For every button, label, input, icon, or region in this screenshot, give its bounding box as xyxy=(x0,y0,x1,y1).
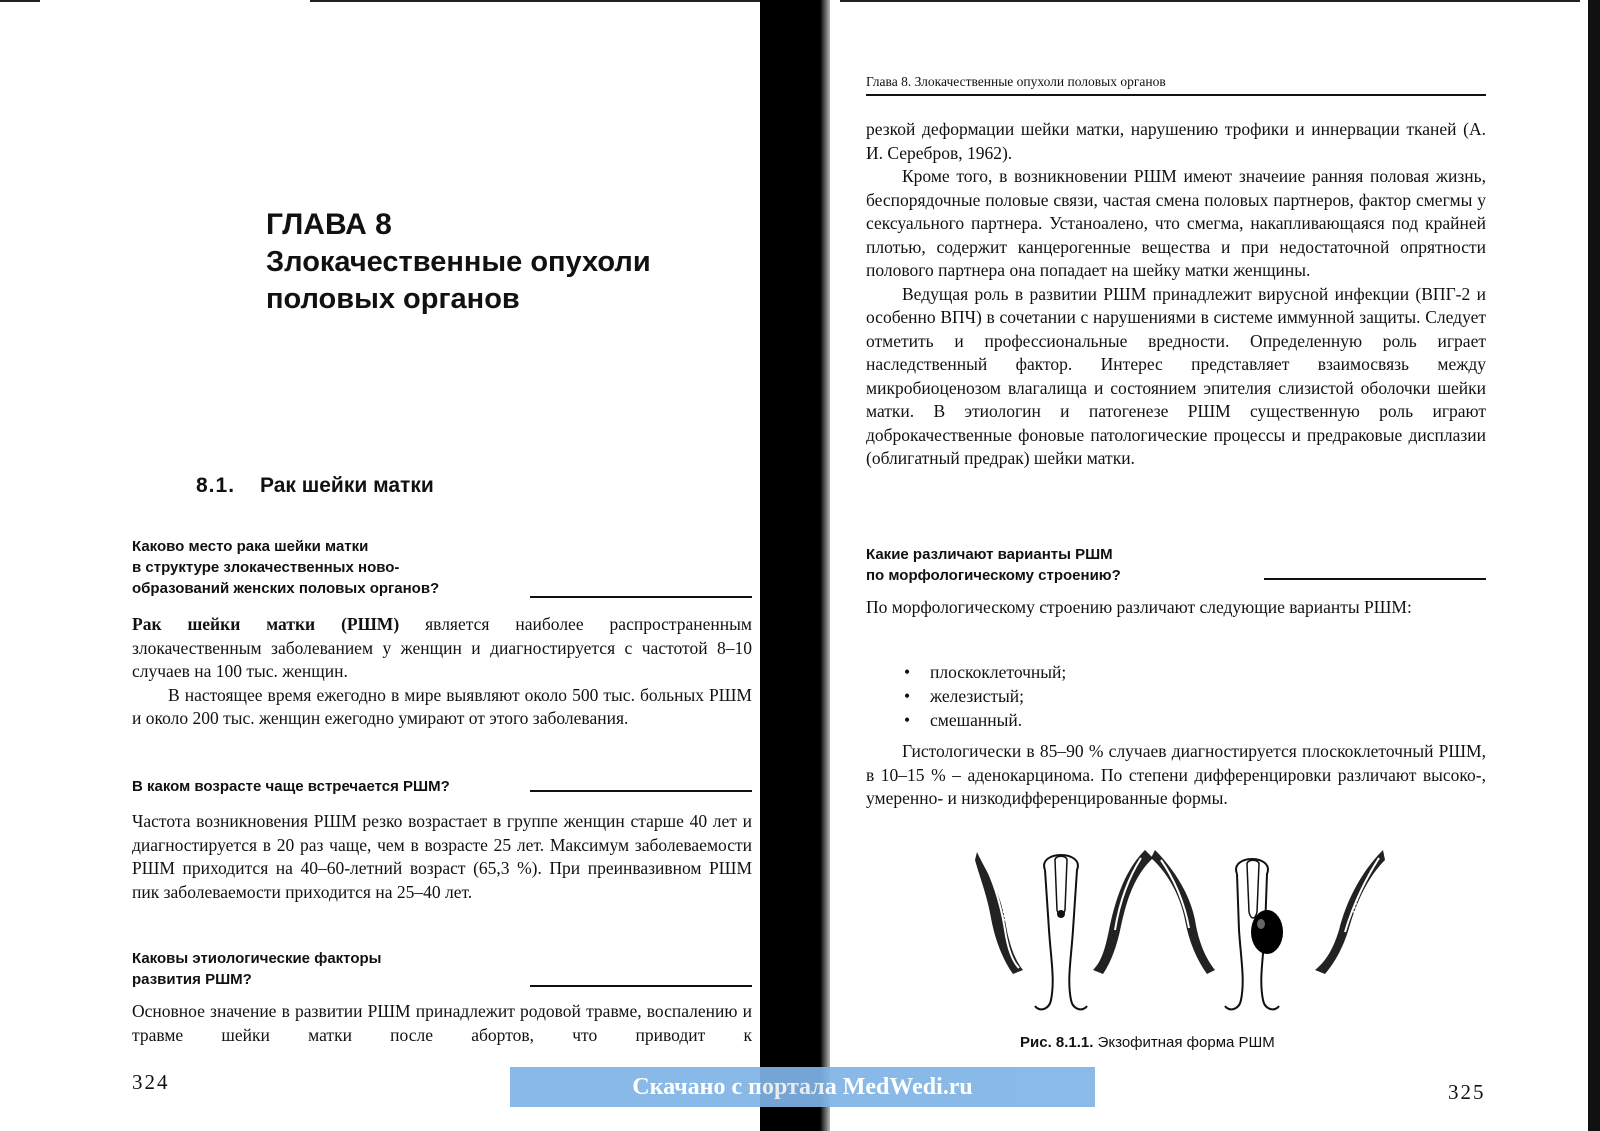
question-line: Каковы этиологические факторы xyxy=(132,950,382,967)
page-number-left: 324 xyxy=(132,1070,170,1094)
question-rule xyxy=(530,790,752,792)
illustration-left-wall xyxy=(975,852,1023,974)
paragraph: Ведущая роль в развитии РШМ принадлежит вирусной инфекции (ВПГ-2 и особенно ВПЧ) в сочетании с нарушениями в системе иммунной защиты. Следует отметить и профессиональные вредности. Определенную роль играет наследственный фактор. Интерес представляет взаимосвязь между микробиоценозом влагалища и состоянием эпителия слизистой оболочки шейки матки. В этиологин и патогенезе РШМ существенную роль играют доброкачественные фоновые патологические процессы и предраковые дисплазии (облигатный предрак) шейки матки. xyxy=(866,283,1486,468)
text-block-5 xyxy=(866,596,1486,620)
text-block-3 xyxy=(132,1000,752,1047)
chapter-heading xyxy=(266,206,651,318)
watermark-banner: Скачано с портала MedWedi.ru xyxy=(510,1067,1095,1107)
list-item: • железистый; xyxy=(900,684,1066,708)
morphology-list xyxy=(900,660,1066,732)
paragraph: Гистологически в 85–90 % случаев диагностируется плоскоклеточный РШМ, в 10–15 % – аденокарцинома. По степени дифференцировки различают высоко-, умеренно- и низкодифференцированные формы. xyxy=(866,741,1486,808)
page-edge xyxy=(310,0,760,2)
page-edge xyxy=(0,0,40,2)
paragraph: По морфологическому строению различают следующие варианты РШМ: xyxy=(866,597,1412,617)
text-block-6 xyxy=(866,740,1486,811)
question-rule xyxy=(1264,578,1486,580)
question-heading-1 xyxy=(132,536,439,599)
illustration-middle-wall xyxy=(1093,850,1215,974)
question-line: развития РШМ? xyxy=(132,971,252,988)
question-heading-3 xyxy=(132,948,381,990)
cervix-illustration xyxy=(975,850,1385,1020)
paragraph-text: является наиболее распространенным злокачественным заболеванием у женщин и диагностируется с частотой 8–10 случаев на 100 тыс. женщин. xyxy=(132,614,752,681)
chapter-title-line2: половых органов xyxy=(266,283,520,315)
text-block-4 xyxy=(866,118,1486,471)
question-line: образований женских половых органов? xyxy=(132,580,440,597)
list-item: • плоскоклеточный; xyxy=(900,660,1066,684)
paragraph: резкой деформации шейки матки, нарушению трофики и иннервации тканей (А. И. Серебров, 1962). xyxy=(866,119,1486,163)
text-block-1 xyxy=(132,613,752,731)
left-page xyxy=(0,0,770,1131)
paragraph: Частота возникновения РШМ резко возрастает в группе женщин старше 40 лет и диагностируется в 20 раз чаще, чем в возрасте 25 лет. Максимум заболеваемости РШМ приходится на 40–60-летний возраст (65,3 %). При преинвазивном РШМ пик заболеваемости приходится на 25–40 лет. xyxy=(132,811,752,902)
running-head: Глава 8. Злокачественные опухоли половых органов xyxy=(866,74,1166,89)
question-heading-4 xyxy=(866,544,1121,586)
paragraph: Основное значение в развитии РШМ принадлежит родовой травме, воспалению и травме шейки матки после абортов, что приводит к xyxy=(132,1001,752,1045)
page-number-right: 325 xyxy=(1448,1080,1486,1104)
question-line: Каково место рака шейки матки xyxy=(132,538,369,555)
question-line: по морфологическому строению? xyxy=(866,567,1121,584)
page-edge-right xyxy=(1588,0,1600,1131)
running-head-rule xyxy=(866,94,1486,96)
caption-label: Рис. 8.1.1. xyxy=(1020,1034,1094,1051)
question-rule xyxy=(530,985,752,987)
section-title: Рак шейки матки xyxy=(260,474,434,497)
section-heading xyxy=(196,474,434,498)
term-bold: Рак шейки матки (РШМ) xyxy=(132,614,400,634)
paragraph: Кроме того, в возникновении РШМ имеют значеиие ранняя половая жизнь, беспорядочные половые связи, частая смена половых партнеров, фактор смегмы у сексуального партнера. Устаноалено, что смегма, накапливающаяся под крайней плотью, содержит канцерогенные вещества и при недостаточной опрятности полового партнера она попадает на шейку матки женщины. xyxy=(866,166,1486,280)
chapter-number: ГЛАВА 8 xyxy=(266,208,392,241)
illustration-cervix-2-tumor xyxy=(1225,859,1283,1009)
section-number: 8.1. xyxy=(196,474,236,497)
page-edge xyxy=(840,0,1580,2)
illustration-right-wall xyxy=(1315,850,1385,974)
list-item: • смешанный. xyxy=(900,708,1066,732)
caption-text: Экзофитная форма РШМ xyxy=(1093,1034,1275,1051)
figure-caption xyxy=(1020,1034,1275,1051)
question-line: в структуре злокачественных ново- xyxy=(132,559,400,576)
question-line: Какие различают варианты РШМ xyxy=(866,546,1113,563)
text-block-2 xyxy=(132,810,752,904)
chapter-title-line1: Злокачественные опухоли xyxy=(266,246,651,278)
question-heading-2: В каком возрасте чаще встречается РШМ? xyxy=(132,778,450,795)
question-rule xyxy=(530,596,752,598)
paragraph: В настоящее время ежегодно в мире выявляют около 500 тыс. больных РШМ и около 200 тыс. женщин ежегодно умирают от этого заболевания. xyxy=(132,684,752,728)
illustration-cervix-1 xyxy=(1035,855,1087,1009)
paragraph xyxy=(132,613,752,684)
